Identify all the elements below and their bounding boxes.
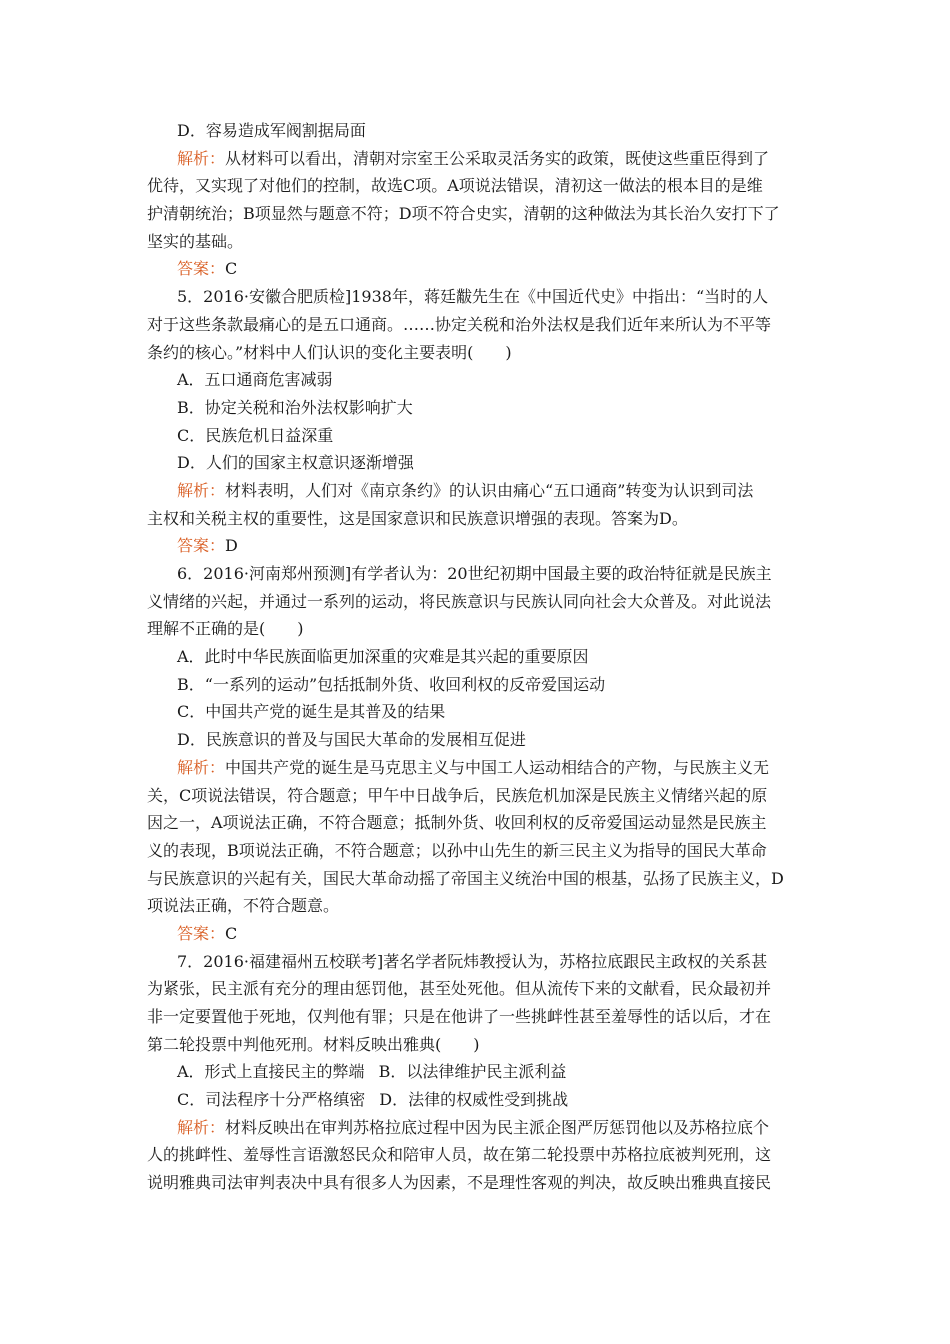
text-line bbox=[147, 837, 810, 865]
line-text: 7．2016·福建福州五校联考]著名学者阮炜教授认为，苏格拉底跟民主政权的关系甚 bbox=[177, 951, 768, 971]
text-line bbox=[147, 200, 810, 228]
answer-label: 解析： bbox=[177, 480, 226, 500]
text-line bbox=[147, 948, 810, 976]
line-text: 5．2016·安徽合肥质检]1938年，蒋廷黻先生在《中国近代史》中指出：“当时的人 bbox=[177, 287, 769, 307]
text-line bbox=[147, 1086, 810, 1114]
text-line bbox=[147, 449, 810, 477]
line-text-option: B．以法律维护民主派利益 bbox=[378, 1062, 567, 1082]
text-line bbox=[147, 671, 810, 699]
text-line bbox=[147, 255, 810, 283]
line-text: A．形式上直接民主的弊端 bbox=[177, 1062, 365, 1082]
line-text: 对于这些条款最痛心的是五口通商。……协定关税和治外法权是我们近年来所认为不平等 bbox=[147, 314, 772, 334]
text-line bbox=[147, 532, 810, 560]
line-text: D．人们的国家主权意识逐渐增强 bbox=[177, 453, 414, 473]
line-text: 关，C项说法错误，符合题意；甲午中日战争后，民族危机加深是民族主义情绪兴起的原 bbox=[147, 785, 768, 805]
line-text: 与民族意识的兴起有关，国民大革命动摇了帝国主义统治中国的根基，弘扬了民族主义，D bbox=[147, 868, 784, 888]
text-line bbox=[147, 560, 810, 588]
answer-label: 答案： bbox=[177, 536, 226, 556]
text-line bbox=[147, 228, 810, 256]
document-body bbox=[147, 117, 810, 1197]
text-line bbox=[147, 145, 810, 173]
line-text: 优待，又实现了对他们的控制，故选C项。A项说法错误，清初这一做法的根本目的是维 bbox=[147, 176, 763, 196]
line-text: D．容易造成军阀割据局面 bbox=[177, 121, 366, 140]
line-text: 义情绪的兴起，并通过一系列的运动，将民族意识与民族认同向社会大众普及。对此说法 bbox=[147, 591, 772, 611]
line-text: A．此时中华民族面临更加深重的灾难是其兴起的重要原因 bbox=[177, 647, 589, 667]
line-text: C．司法程序十分严格缜密 bbox=[177, 1090, 366, 1110]
line-text: 护清朝统治；B项显然与题意不符；D项不符合史实，清朝的这种做法为其长治久安打下了 bbox=[147, 204, 780, 224]
text-line bbox=[147, 1058, 810, 1086]
line-text: 主权和关税主权的重要性，这是国家意识和民族意识增强的表现。答案为D。 bbox=[147, 508, 688, 528]
text-line bbox=[147, 505, 810, 533]
line-text: 义的表现，B项说法正确，不符合题意；以孙中山先生的新三民主义为指导的国民大革命 bbox=[147, 840, 767, 860]
text-line bbox=[147, 1003, 810, 1031]
text-line bbox=[147, 920, 810, 948]
line-text: B．“一系列的运动”包括抵制外货、收回利权的反帝爱国运动 bbox=[177, 674, 606, 694]
text-line bbox=[147, 394, 810, 422]
text-line bbox=[147, 422, 810, 450]
text-line bbox=[147, 698, 810, 726]
text-line bbox=[147, 1114, 810, 1142]
text-line bbox=[147, 339, 810, 367]
answer-label: 解析： bbox=[177, 757, 226, 777]
text-line bbox=[147, 865, 810, 893]
answer-label: 答案： bbox=[177, 923, 226, 943]
line-text: 条约的核心。”材料中人们认识的变化主要表明( ) bbox=[147, 342, 512, 362]
line-text: 非一定要置他于死地，仅判他有罪；只是在他讲了一些挑衅性甚至羞辱性的话以后，才在 bbox=[147, 1007, 772, 1026]
line-text-option: D．法律的权威性受到挑战 bbox=[379, 1090, 569, 1110]
line-text: 从材料可以看出，清朝对宗室王公采取灵活务实的政策，既使这些重臣得到了 bbox=[225, 148, 770, 168]
line-text: 项说法正确，不符合题意。 bbox=[147, 896, 340, 916]
line-text: D bbox=[225, 536, 238, 556]
line-text: C．中国共产党的诞生是其普及的结果 bbox=[177, 702, 446, 722]
line-text: 理解不正确的是( ) bbox=[147, 619, 304, 639]
line-text: 6．2016·河南郑州预测]有学者认为：20世纪初期中国最主要的政治特征就是民族主 bbox=[177, 564, 772, 583]
line-text: C．民族危机日益深重 bbox=[177, 425, 334, 445]
answer-label: 解析： bbox=[177, 1117, 226, 1137]
text-line bbox=[147, 283, 810, 311]
line-text: 因之一，A项说法正确，不符合题意；抵制外货、收回利权的反帝爱国运动显然是民族主 bbox=[147, 813, 767, 833]
text-line bbox=[147, 1169, 810, 1197]
text-line bbox=[147, 615, 810, 643]
line-text: 材料表明，人们对《南京条约》的认识由痛心“五口通商”转变为认识到司法 bbox=[225, 480, 754, 500]
line-text: 材料反映出在审判苏格拉底过程中因为民主派企图严厉惩罚他以及苏格拉底个 bbox=[225, 1117, 770, 1137]
line-text: B．协定关税和治外法权影响扩大 bbox=[177, 397, 413, 417]
text-line bbox=[147, 754, 810, 782]
line-text: C bbox=[225, 259, 238, 279]
text-line bbox=[147, 726, 810, 754]
text-line bbox=[147, 366, 810, 394]
text-line bbox=[147, 588, 810, 616]
answer-label: 解析： bbox=[177, 148, 226, 168]
line-text: 人的挑衅性、羞辱性言语激怒民众和陪审人员，故在第二轮投票中苏格拉底被判死刑，这 bbox=[147, 1145, 772, 1165]
line-text: A．五口通商危害减弱 bbox=[177, 370, 333, 390]
text-line bbox=[147, 311, 810, 339]
line-text: 说明雅典司法审判表决中具有很多人为因素，不是理性客观的判决，故反映出雅典直接民 bbox=[147, 1173, 772, 1193]
text-line bbox=[147, 809, 810, 837]
line-text: D．民族意识的普及与国民大革命的发展相互促进 bbox=[177, 730, 526, 750]
line-text: C bbox=[225, 923, 238, 943]
line-text: 为紧张，民主派有充分的理由惩罚他，甚至处死他。但从流传下来的文献看，民众最初并 bbox=[147, 979, 772, 999]
line-text: 坚实的基础。 bbox=[147, 231, 244, 251]
answer-label: 答案： bbox=[177, 259, 226, 279]
text-line bbox=[147, 477, 810, 505]
line-text: 第二轮投票中判他死刑。材料反映出雅典( ) bbox=[147, 1034, 480, 1054]
text-line bbox=[147, 1031, 810, 1059]
text-line bbox=[147, 892, 810, 920]
text-line bbox=[147, 1141, 810, 1169]
line-text: 中国共产党的诞生是马克思主义与中国工人运动相结合的产物，与民族主义无 bbox=[225, 757, 770, 777]
text-line bbox=[147, 782, 810, 810]
text-line bbox=[147, 975, 810, 1003]
text-line bbox=[147, 172, 810, 200]
text-line bbox=[147, 117, 810, 145]
text-line bbox=[147, 643, 810, 671]
